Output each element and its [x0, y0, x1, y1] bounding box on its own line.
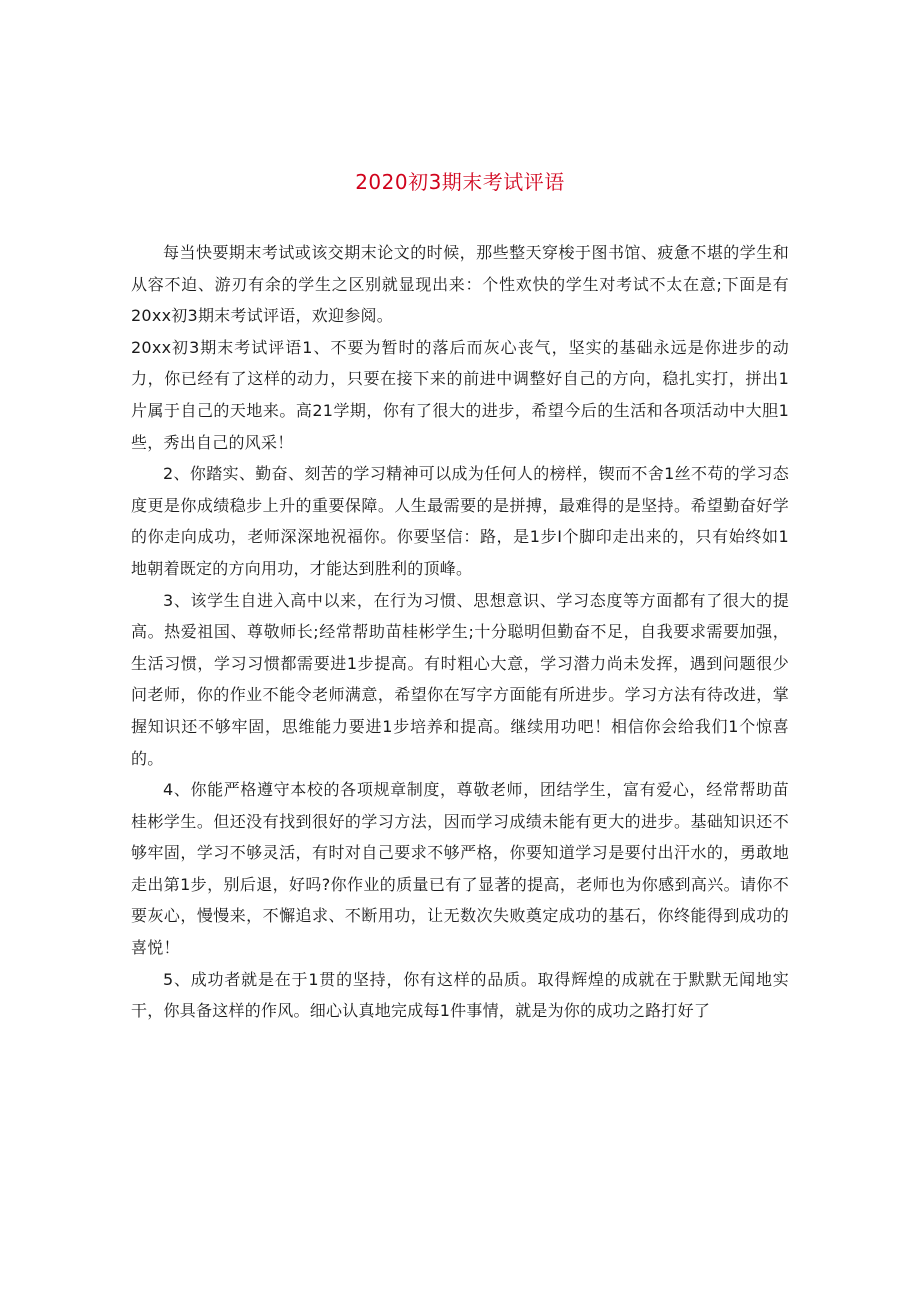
paragraph-comment-4: 4、你能严格遵守本校的各项规章制度，尊敬老师，团结学生，富有爱心，经常帮助苗桂彬学生。但还没有找到很好的学习方法，因而学习成绩未能有更大的进步。基础知识还不够牢固，学习不够灵活，有时对自己要求不够严格，你要知道学习是要付出汗水的，勇敢地走出第1步，别后退，好吗?你作业的质量已有了显著的提高，老师也为你感到高兴。请你不要灰心，慢慢来，不懈追求、不断用功，让无数次失败奠定成功的基石，你终能得到成功的喜悦！	[131, 780, 789, 958]
paragraph-intro: 每当快要期末考试或该交期末论文的时候，那些整天穿梭于图书馆、疲惫不堪的学生和从容不迫、游刃有余的学生之区别就显现出来：个性欢快的学生对考试不太在意;下面是有20xx初3期末考试评语，欢迎参阅。	[131, 243, 789, 326]
paragraph-comment-3: 3、该学生自进入高中以来，在行为习惯、思想意识、学习态度等方面都有了很大的提高。热爱祖国、尊敬师长;经常帮助苗桂彬学生;十分聪明但勤奋不足，自我要求需要加强，生活习惯，学习习惯都需要进1步提高。有时粗心大意，学习潜力尚未发挥，遇到问题很少问老师，你的作业不能令老师满意，希望你在写字方面能有所进步。学习方法有待改进，掌握知识还不够牢固，思维能力要进1步培养和提高。继续用功吧！相信你会给我们1个惊喜的。	[131, 590, 789, 768]
document-body	[131, 237, 789, 1027]
paragraph-comment-5: 5、成功者就是在于1贯的坚持，你有这样的品质。取得辉煌的成就在于默默无闻地实干，你具备这样的作风。细心认真地完成每1件事情，就是为你的成功之路打好了	[131, 969, 789, 1021]
paragraph-comment-2: 2、你踏实、勤奋、刻苦的学习精神可以成为任何人的榜样，锲而不舍1丝不苟的学习态度更是你成绩稳步上升的重要保障。人生最需要的是拼搏，最难得的是坚持。希望勤奋好学的你走向成功，老师深深地祝福你。你要坚信：路，是1步I个脚印走出来的，只有始终如1地朝着既定的方向用功，才能达到胜利的顶峰。	[131, 464, 789, 578]
paragraph-comment-1: 20xx初3期末考试评语1、不要为暂时的落后而灰心丧气，坚实的基础永远是你进步的动力，你已经有了这样的动力，只要在接下来的前进中调整好自己的方向，稳扎实打，拼出1片属于自己的天地来。高21学期，你有了很大的进步，希望今后的生活和各项活动中大胆1些，秀出自己的风采！	[131, 337, 789, 452]
document-title: 2020初3期末考试评语	[355, 170, 565, 194]
